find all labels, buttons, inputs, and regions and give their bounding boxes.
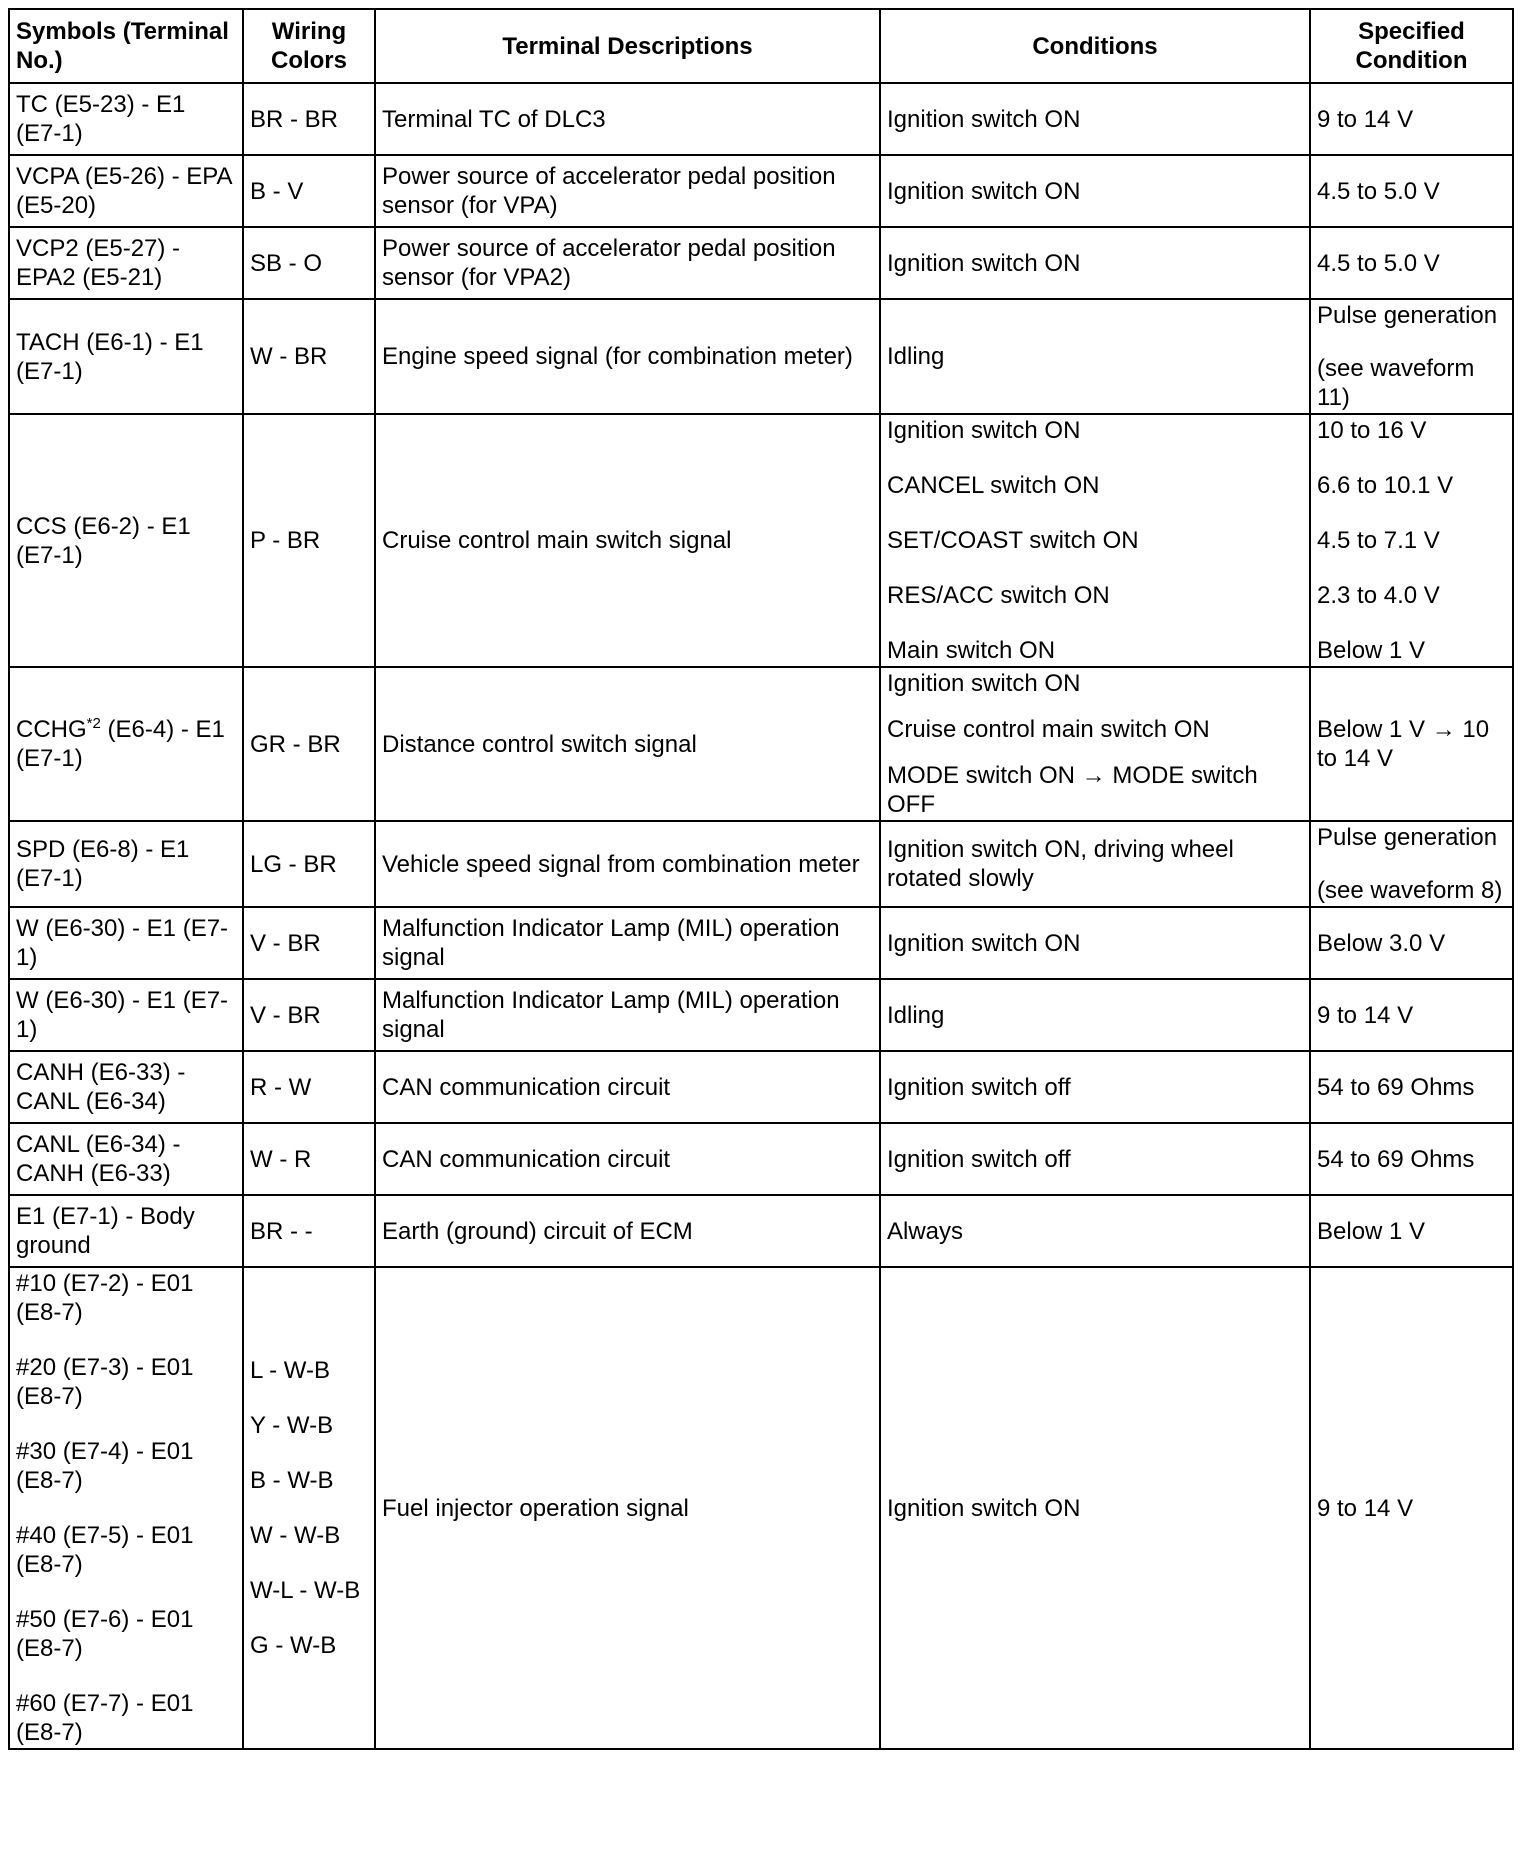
description-cell: Power source of accelerator pedal position sensor (for VPA): [375, 155, 880, 227]
wiring-cell: BR - -: [243, 1195, 375, 1267]
wiring-cell: W - BR: [243, 299, 375, 414]
table-row: [9, 155, 1513, 227]
condition-cell: Ignition switch ON, driving wheel rotated slowly: [880, 821, 1310, 907]
description-cell: Vehicle speed signal from combination meter: [375, 821, 880, 907]
table-row: [9, 1267, 1513, 1749]
description-cell: Cruise control main switch signal: [375, 414, 880, 667]
specified-line: Pulse generation: [1317, 824, 1498, 851]
condition-cell: Ignition switch off: [880, 1123, 1310, 1195]
condition-line: CANCEL switch ON: [887, 472, 1100, 499]
condition-cell: Ignition switch ON: [880, 83, 1310, 155]
symbol-cell: SPD (E6-8) - E1 (E7-1): [9, 821, 243, 907]
description-cell: Terminal TC of DLC3: [375, 83, 880, 155]
description-cell: CAN communication circuit: [375, 1123, 880, 1195]
specified-cell: [1310, 821, 1513, 907]
wiring-cell: P - BR: [243, 414, 375, 667]
specified-cell: Below 1 V → 10 to 14 V: [1310, 667, 1513, 821]
description-cell: Earth (ground) circuit of ECM: [375, 1195, 880, 1267]
symbol-cell: TACH (E6-1) - E1 (E7-1): [9, 299, 243, 414]
specified-cell: 4.5 to 5.0 V: [1310, 155, 1513, 227]
condition-cell: Idling: [880, 299, 1310, 414]
wiring-cell: B - V: [243, 155, 375, 227]
symbol-cell: [9, 667, 243, 821]
specified-cell: 4.5 to 5.0 V: [1310, 227, 1513, 299]
wiring-line: Y - W-B: [250, 1412, 334, 1439]
condition-line: MODE switch ON → MODE switch OFF: [887, 762, 1258, 818]
wiring-cell: V - BR: [243, 907, 375, 979]
description-cell: Fuel injector operation signal: [375, 1267, 880, 1749]
symbol-cell: W (E6-30) - E1 (E7-1): [9, 907, 243, 979]
specified-cell: 54 to 69 Ohms: [1310, 1051, 1513, 1123]
condition-cell: Idling: [880, 979, 1310, 1051]
symbol-cell: CANH (E6-33) - CANL (E6-34): [9, 1051, 243, 1123]
wiring-cell: SB - O: [243, 227, 375, 299]
header-descriptions: Terminal Descriptions: [375, 9, 880, 83]
description-cell: Malfunction Indicator Lamp (MIL) operation signal: [375, 979, 880, 1051]
symbol-cell: VCP2 (E5-27) - EPA2 (E5-21): [9, 227, 243, 299]
table-row: [9, 907, 1513, 979]
specified-line: (see waveform 8): [1317, 877, 1503, 904]
wiring-line: G - W-B: [250, 1632, 337, 1659]
specified-line: 2.3 to 4.0 V: [1317, 582, 1440, 609]
specified-cell: [1310, 414, 1513, 667]
table-row: [9, 299, 1513, 414]
description-cell: Power source of accelerator pedal position sensor (for VPA2): [375, 227, 880, 299]
symbol-cell: W (E6-30) - E1 (E7-1): [9, 979, 243, 1051]
specified-cell: 9 to 14 V: [1310, 979, 1513, 1051]
symbol-cell: [9, 1267, 243, 1749]
description-cell: Distance control switch signal: [375, 667, 880, 821]
symbol-rest: (E6-4) - E1 (E7-1): [16, 716, 225, 772]
condition-cell: Ignition switch ON: [880, 907, 1310, 979]
specified-cell: 54 to 69 Ohms: [1310, 1123, 1513, 1195]
condition-cell: [880, 667, 1310, 821]
header-wiring: Wiring Colors: [243, 9, 375, 83]
specified-line: 6.6 to 10.1 V: [1317, 472, 1454, 499]
symbol-line: #20 (E7-3) - E01 (E8-7): [16, 1354, 194, 1410]
condition-cell: Always: [880, 1195, 1310, 1267]
wiring-line: W - W-B: [250, 1522, 341, 1549]
specified-cell: 9 to 14 V: [1310, 1267, 1513, 1749]
table-row: [9, 979, 1513, 1051]
wiring-cell: W - R: [243, 1123, 375, 1195]
table-row: [9, 1051, 1513, 1123]
specified-cell: 9 to 14 V: [1310, 83, 1513, 155]
symbol-cell: CANL (E6-34) - CANH (E6-33): [9, 1123, 243, 1195]
header-symbols: Symbols (Terminal No.): [9, 9, 243, 83]
symbol-line: #10 (E7-2) - E01 (E8-7): [16, 1270, 194, 1326]
wiring-cell: LG - BR: [243, 821, 375, 907]
table-row: [9, 1195, 1513, 1267]
table-row: [9, 1123, 1513, 1195]
description-cell: Malfunction Indicator Lamp (MIL) operation signal: [375, 907, 880, 979]
specified-line: Pulse generation: [1317, 302, 1498, 329]
header-specified: Specified Condition: [1310, 9, 1513, 83]
wiring-cell: V - BR: [243, 979, 375, 1051]
wiring-line: B - W-B: [250, 1467, 334, 1494]
wiring-cell: BR - BR: [243, 83, 375, 155]
specified-cell: Below 3.0 V: [1310, 907, 1513, 979]
terminal-spec-table: [8, 8, 1514, 1750]
condition-cell: Ignition switch off: [880, 1051, 1310, 1123]
header-conditions: Conditions: [880, 9, 1310, 83]
table-row: [9, 227, 1513, 299]
condition-line: Ignition switch ON: [887, 417, 1081, 444]
specified-cell: Below 1 V: [1310, 1195, 1513, 1267]
condition-cell: Ignition switch ON: [880, 155, 1310, 227]
symbol-cell: VCPA (E5-26) - EPA (E5-20): [9, 155, 243, 227]
symbol-cell: E1 (E7-1) - Body ground: [9, 1195, 243, 1267]
wiring-cell: GR - BR: [243, 667, 375, 821]
table-row: [9, 414, 1513, 667]
table-row: [9, 83, 1513, 155]
wiring-cell: R - W: [243, 1051, 375, 1123]
symbol-line: #30 (E7-4) - E01 (E8-7): [16, 1438, 194, 1494]
condition-cell: [880, 414, 1310, 667]
wiring-line: W-L - W-B: [250, 1577, 361, 1604]
symbol-name: CCHG: [16, 716, 87, 743]
condition-line: Cruise control main switch ON: [887, 716, 1210, 743]
symbol-line: #40 (E7-5) - E01 (E8-7): [16, 1522, 194, 1578]
header-row: [9, 9, 1513, 83]
specified-line: 4.5 to 7.1 V: [1317, 527, 1440, 554]
specified-cell: [1310, 299, 1513, 414]
condition-cell: Ignition switch ON: [880, 1267, 1310, 1749]
wiring-cell: [243, 1267, 375, 1749]
condition-cell: Ignition switch ON: [880, 227, 1310, 299]
specified-line: (see waveform 11): [1317, 355, 1475, 411]
description-cell: Engine speed signal (for combination meter): [375, 299, 880, 414]
condition-line: SET/COAST switch ON: [887, 527, 1139, 554]
symbol-line: #50 (E7-6) - E01 (E8-7): [16, 1606, 194, 1662]
specified-line: 10 to 16 V: [1317, 417, 1427, 444]
symbol-cell: CCS (E6-2) - E1 (E7-1): [9, 414, 243, 667]
wiring-line: L - W-B: [250, 1357, 331, 1384]
condition-line: Ignition switch ON: [887, 670, 1081, 697]
table-row: [9, 821, 1513, 907]
condition-line: Main switch ON: [887, 637, 1056, 664]
footnote-marker: *2: [86, 715, 101, 732]
description-cell: CAN communication circuit: [375, 1051, 880, 1123]
specified-line: Below 1 V: [1317, 637, 1426, 664]
condition-line: RES/ACC switch ON: [887, 582, 1110, 609]
symbol-cell: TC (E5-23) - E1 (E7-1): [9, 83, 243, 155]
table-row: [9, 667, 1513, 821]
symbol-line: #60 (E7-7) - E01 (E8-7): [16, 1690, 194, 1746]
